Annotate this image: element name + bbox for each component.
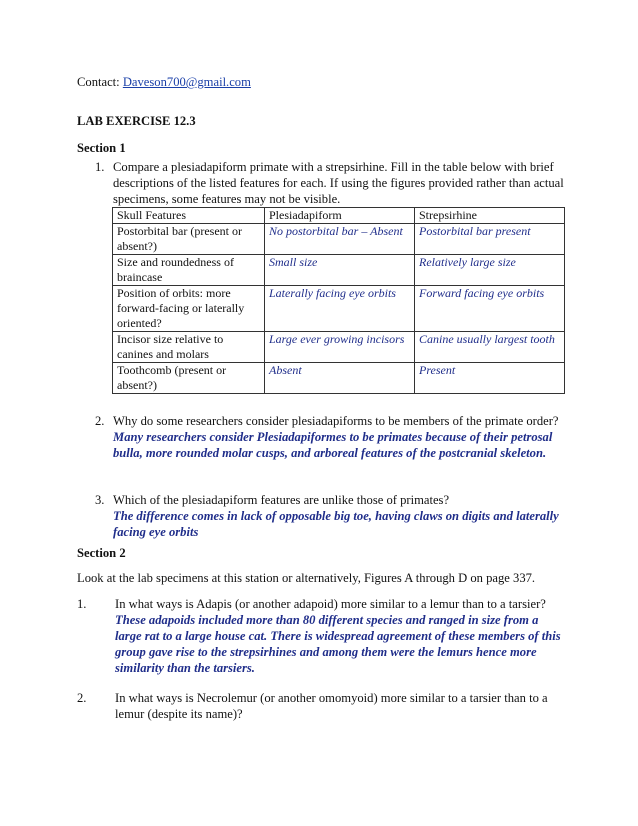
- contact-line: [77, 75, 251, 90]
- table-row: [113, 255, 565, 286]
- features-table: [112, 207, 565, 394]
- question-text: Why do some researchers consider plesiadapiforms to be members of the primate order?: [113, 414, 559, 428]
- section2-question-2: [77, 690, 567, 722]
- feature-cell: Postorbital bar (present or absent?): [113, 224, 265, 255]
- plesiadapiform-cell: Large ever growing incisors: [265, 332, 415, 363]
- table-row: [113, 224, 565, 255]
- section1-question-2: [95, 413, 565, 461]
- answer-text: The difference comes in lack of opposable big toe, having claws on digits and laterally facing eye orbits: [113, 509, 559, 539]
- strepsirhine-cell: Postorbital bar present: [415, 224, 565, 255]
- section1-question-1: [95, 159, 565, 207]
- table-row: [113, 363, 565, 394]
- question-number: 2.: [77, 691, 87, 705]
- table-header-cell: Strepsirhine: [415, 208, 565, 224]
- feature-cell: Position of orbits: more forward-facing or laterally oriented?: [113, 286, 265, 332]
- feature-cell: Size and roundedness of braincase: [113, 255, 265, 286]
- strepsirhine-cell: Forward facing eye orbits: [415, 286, 565, 332]
- section1-heading: Section 1: [77, 141, 126, 155]
- section2-intro: Look at the lab specimens at this station or alternatively, Figures A through D on page 337.: [77, 571, 536, 585]
- contact-email-link[interactable]: Daveson700@gmail.com: [122, 75, 251, 89]
- section1-question-3: [95, 492, 565, 540]
- table-row: [113, 332, 565, 363]
- table-header-cell: Skull Features: [113, 208, 265, 224]
- question-text: In what ways is Necrolemur (or another omomyoid) more similar to a tarsier than to a lemur (despite its name)?: [115, 691, 548, 721]
- answer-text: Many researchers consider Plesiadapiformes to be primates because of their petrosal bulla, more rounded molar cusps, and arboreal features of the postcranial skeleton.: [113, 430, 553, 460]
- question-number: 1.: [77, 597, 87, 611]
- feature-cell: Incisor size relative to canines and molars: [113, 332, 265, 363]
- section2-question-1: [77, 596, 567, 676]
- plesiadapiform-cell: Laterally facing eye orbits: [265, 286, 415, 332]
- section2-heading: Section 2: [77, 546, 126, 560]
- plesiadapiform-cell: Absent: [265, 363, 415, 394]
- question-text: Compare a plesiadapiform primate with a strepsirhine. Fill in the table below with brief descriptions of the listed features for each. If using the figures provided rather than actual specimens, some features may not be visible.: [113, 160, 564, 206]
- question-number: 2.: [95, 414, 105, 428]
- strepsirhine-cell: Relatively large size: [415, 255, 565, 286]
- question-text: In what ways is Adapis (or another adapoid) more similar to a lemur than to a tarsier?: [115, 597, 546, 611]
- plesiadapiform-cell: Small size: [265, 255, 415, 286]
- strepsirhine-cell: Present: [415, 363, 565, 394]
- contact-label: Contact:: [77, 75, 120, 89]
- feature-cell: Toothcomb (present or absent?): [113, 363, 265, 394]
- table-header-row: [113, 208, 565, 224]
- lab-title: LAB EXERCISE 12.3: [77, 114, 196, 128]
- question-text: Which of the plesiadapiform features are unlike those of primates?: [113, 493, 450, 507]
- question-number: 1.: [95, 160, 105, 174]
- strepsirhine-cell: Canine usually largest tooth: [415, 332, 565, 363]
- plesiadapiform-cell: No postorbital bar – Absent: [265, 224, 415, 255]
- table-row: [113, 286, 565, 332]
- answer-text: These adapoids included more than 80 different species and ranged in size from a large rat to a large house cat. There is widespread agreement of these members of this group gave rise to the strepsirhines and among them were the lemurs hence more similarity than the tarsiers.: [115, 613, 561, 675]
- question-number: 3.: [95, 493, 105, 507]
- table-header-cell: Plesiadapiform: [265, 208, 415, 224]
